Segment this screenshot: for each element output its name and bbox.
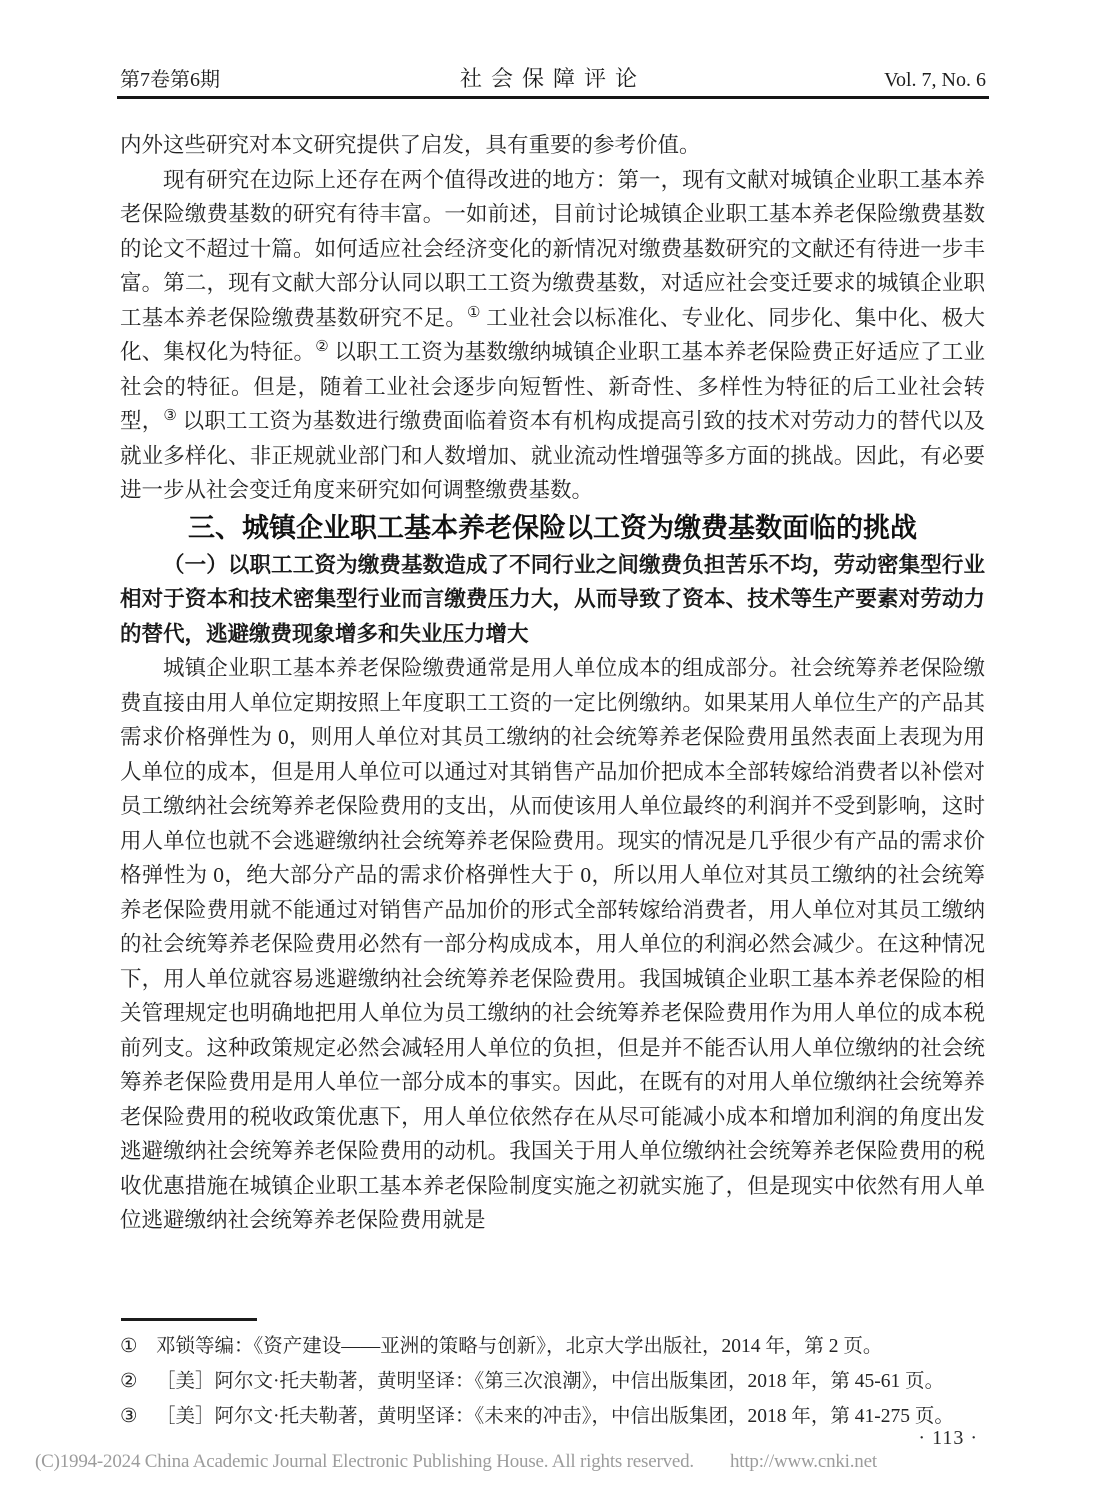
footnote-marker: ③ [120, 1406, 138, 1427]
page-number: · 113 · [918, 1427, 978, 1449]
footnote-item [120, 1364, 990, 1399]
footnote-text: ［美］阿尔文·托夫勒著，黄明坚译：《未来的冲击》，中信出版集团，2018 年，第 41-275 页。 [156, 1406, 954, 1427]
footnote-text: ［美］阿尔文·托夫勒著，黄明坚译：《第三次浪潮》，中信出版集团，2018 年，第 45-61 页。 [156, 1371, 945, 1392]
footnote-ref-1: ① [467, 304, 481, 321]
footnote-marker: ② [120, 1371, 138, 1392]
header-volume-en: Vol. 7, No. 6 [884, 69, 986, 91]
footnote-divider [121, 1318, 257, 1321]
paragraph-segment: 以职工工资为基数缴纳城镇企业职工基本养老保险费正好适应了工业社会的特征。但是，随着工业社会逐步向短暂性、新奇性、多样性为特征的后工业社会转型， [120, 340, 985, 433]
header-divider [117, 96, 989, 99]
footnote-ref-3: ③ [163, 407, 178, 424]
header-volume-issue: 第7卷第6期 [120, 69, 220, 91]
paragraph-segment: 以职工工资为基数进行缴费面临着资本有机构成提高引致的技术对劳动力的替代以及就业多样化、非正规就业部门和人数增加、就业流动性增强等多方面的挑战。因此，有必要进一步从社会变迁角度来研究如何调整缴费基数。 [120, 409, 985, 502]
paragraph-cost-analysis: 城镇企业职工基本养老保险缴费通常是用人单位成本的组成部分。社会统筹养老保险缴费直接由用人单位定期按照上年度职工工资的一定比例缴纳。如果某用人单位生产的产品其需求价格弹性为 0，则用人单位对其员工缴纳的社会统筹养老保险费用虽然表面上表现为用人单位的成本，但是用人单位可以通过对其销售产品加价把成本全部转嫁给消费者以补偿对员工缴纳社会统筹养老保险费用的支出，从而使该用人单位最终的利润并不受到影响，这时用人单位也就不会逃避缴纳社会统筹养老保险费用。现实的情况是几乎很少有产品的需求价格弹性为 0，绝大部分产品的需求价格弹性大于 0，所以用人单位对其员工缴纳的社会统筹养老保险费用就不能通过对销售产品加价的形式全部转嫁给消费者，用人单位对其员工缴纳的社会统筹养老保险费用必然有一部分构成成本，用人单位的利润必然会减少。在这种情况下，用人单位就容易逃避缴纳社会统筹养老保险费用。我国城镇企业职工基本养老保险的相关管理规定也明确地把用人单位为员工缴纳的社会统筹养老保险费用作为用人单位的成本税前列支。这种政策规定必然会减轻用人单位的负担，但是并不能否认用人单位缴纳的社会统筹养老保险费用是用人单位一部分成本的事实。因此，在既有的对用人单位缴纳社会统筹养老保险费用的税收政策优惠下，用人单位依然存在从尽可能减小成本和增加利润的角度出发逃避缴纳社会统筹养老保险费用的动机。我国关于用人单位缴纳社会统筹养老保险费用的税收优惠措施在城镇企业职工基本养老保险制度实施之初就实施了，但是现实中依然有用人单位逃避缴纳社会统筹养老保险费用就是 [120, 656, 985, 1232]
journal-title: 社会保障评论 [459, 66, 646, 91]
footnotes-section [120, 1329, 990, 1434]
copyright-notice: (C)1994-2024 China Academic Journal Electronic Publishing House. All rights reserved. [35, 1451, 694, 1472]
page-header [120, 62, 986, 93]
paragraph-continuation: 内外这些研究对本文研究提供了启发，具有重要的参考价值。 [120, 133, 701, 157]
paragraph-segment: 工业社会以标准化、专业化、同步化、集中化、极大化、集权化为特征。 [120, 305, 985, 364]
page-footer [35, 1451, 1065, 1473]
subsection-heading: （一）以职工工资为缴费基数造成了不同行业之间缴费负担苦乐不均，劳动密集型行业相对于资本和技术密集型行业而言缴费压力大，从而导致了资本、技术等生产要素对劳动力的替代，逃避缴费现象增多和失业压力增大 [120, 552, 985, 646]
cnki-url: http://www.cnki.net [729, 1451, 877, 1472]
paragraph-segment: 现有研究在边际上还存在两个值得改进的地方：第一，现有文献对城镇企业职工基本养老保险缴费基数的研究有待丰富。一如前述，目前讨论城镇企业职工基本养老保险缴费基数的论文不超过十篇。如何适应社会经济变化的新情况对缴费基数研究的文献还有待进一步丰富。第二，现有文献大部分认同以职工工资为缴费基数，对适应社会变迁要求的城镇企业职工基本养老保险缴费基数研究不足。 [120, 167, 985, 330]
footnote-ref-2: ② [315, 338, 329, 355]
article-body [120, 128, 985, 1238]
footnote-text: 邓锁等编：《资产建设——亚洲的策略与创新》，北京大学出版社，2014 年，第 2 页。 [156, 1336, 883, 1357]
footnote-item [120, 1399, 990, 1434]
footnote-item [120, 1329, 990, 1364]
paragraph-research-gaps [120, 163, 985, 508]
section-heading: 三、城镇企业职工基本养老保险以工资为缴费基数面临的挑战 [188, 512, 917, 543]
footnote-marker: ① [120, 1336, 138, 1357]
